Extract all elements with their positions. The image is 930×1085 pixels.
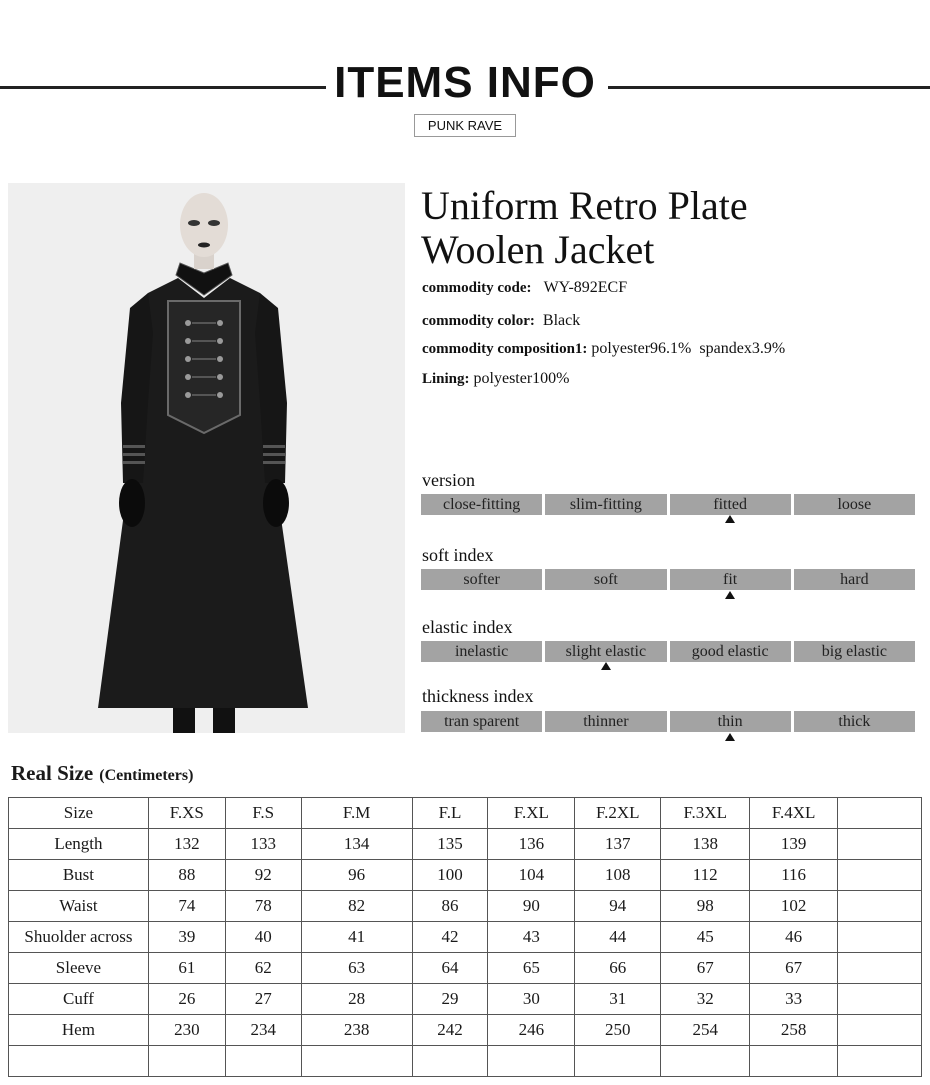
size-table-row xyxy=(9,860,922,891)
spec-color-label: commodity color: xyxy=(422,313,535,329)
size-cell: 62 xyxy=(225,953,301,984)
size-cell: 67 xyxy=(661,953,750,984)
size-cell: 32 xyxy=(661,984,750,1015)
spec-code-value: WY-892ECF xyxy=(543,279,628,296)
size-cell: 88 xyxy=(148,860,225,891)
size-cell xyxy=(838,891,922,922)
size-cell: 42 xyxy=(412,922,488,953)
size-cell: 33 xyxy=(750,984,838,1015)
product-photo xyxy=(8,183,405,733)
size-row-label: Bust xyxy=(9,860,149,891)
size-cell: 82 xyxy=(301,891,412,922)
size-cell: 138 xyxy=(661,829,750,860)
spec-lining-value: polyester100% xyxy=(473,370,570,387)
size-cell: 65 xyxy=(488,953,575,984)
size-cell: 66 xyxy=(575,953,661,984)
soft-index-title: soft index xyxy=(422,545,494,565)
size-header-cell: F.3XL xyxy=(661,798,750,829)
size-cell: 98 xyxy=(661,891,750,922)
soft-index-option: fit xyxy=(670,569,791,590)
soft-index-option: hard xyxy=(794,569,915,590)
size-cell: 258 xyxy=(750,1015,838,1046)
size-cell: 27 xyxy=(225,984,301,1015)
size-cell xyxy=(838,1046,922,1077)
size-cell: 102 xyxy=(750,891,838,922)
size-cell xyxy=(301,1046,412,1077)
spec-code-label: commodity code: xyxy=(422,280,532,296)
size-cell: 230 xyxy=(148,1015,225,1046)
size-header-cell: F.XS xyxy=(148,798,225,829)
elastic-index-title: elastic index xyxy=(422,617,513,637)
size-cell: 78 xyxy=(225,891,301,922)
size-cell: 132 xyxy=(148,829,225,860)
size-cell: 67 xyxy=(750,953,838,984)
size-cell xyxy=(838,984,922,1015)
size-row-label: Length xyxy=(9,829,149,860)
size-cell xyxy=(838,922,922,953)
size-row-label: Shuolder across xyxy=(9,922,149,953)
size-cell: 116 xyxy=(750,860,838,891)
size-header-cell: F.S xyxy=(225,798,301,829)
size-header-cell xyxy=(838,798,922,829)
size-cell: 44 xyxy=(575,922,661,953)
spec-lining xyxy=(422,370,570,388)
elastic-index-scale xyxy=(421,641,915,662)
size-cell xyxy=(412,1046,488,1077)
thickness-index-option: thick xyxy=(794,711,915,732)
size-cell: 31 xyxy=(575,984,661,1015)
size-cell: 139 xyxy=(750,829,838,860)
version-option: loose xyxy=(794,494,915,515)
thickness-index-option: tran sparent xyxy=(421,711,542,732)
version-option: close-fitting xyxy=(421,494,542,515)
elastic-index-marker xyxy=(601,662,611,670)
size-header-cell: F.L xyxy=(412,798,488,829)
size-table xyxy=(8,797,922,1077)
size-table-row xyxy=(9,891,922,922)
size-cell xyxy=(750,1046,838,1077)
size-cell: 112 xyxy=(661,860,750,891)
size-cell: 39 xyxy=(148,922,225,953)
size-cell: 136 xyxy=(488,829,575,860)
size-cell: 96 xyxy=(301,860,412,891)
size-header-cell: F.XL xyxy=(488,798,575,829)
size-cell xyxy=(148,1046,225,1077)
brand-badge: PUNK RAVE xyxy=(414,114,516,137)
spec-color-value: Black xyxy=(542,312,581,329)
size-table-row xyxy=(9,984,922,1015)
size-header-cell: F.M xyxy=(301,798,412,829)
spec-composition xyxy=(422,340,785,358)
spec-code xyxy=(422,279,627,297)
product-title-line-2: Woolen Jacket xyxy=(421,227,655,272)
spec-composition-value: polyester96.1% spandex3.9% xyxy=(591,340,786,357)
soft-index-scale xyxy=(421,569,915,590)
size-table-row xyxy=(9,829,922,860)
size-cell: 254 xyxy=(661,1015,750,1046)
size-cell: 61 xyxy=(148,953,225,984)
size-header-cell: Size xyxy=(9,798,149,829)
size-cell: 40 xyxy=(225,922,301,953)
size-cell: 137 xyxy=(575,829,661,860)
soft-index-marker xyxy=(725,591,735,599)
size-row-label: Cuff xyxy=(9,984,149,1015)
size-cell: 92 xyxy=(225,860,301,891)
size-cell: 30 xyxy=(488,984,575,1015)
size-cell: 46 xyxy=(750,922,838,953)
size-cell: 100 xyxy=(412,860,488,891)
size-cell xyxy=(838,1015,922,1046)
version-scale xyxy=(421,494,915,515)
version-title: version xyxy=(422,470,475,490)
size-cell: 90 xyxy=(488,891,575,922)
version-option: slim-fitting xyxy=(545,494,666,515)
spec-color xyxy=(422,312,580,330)
size-cell: 28 xyxy=(301,984,412,1015)
size-table-row xyxy=(9,922,922,953)
page-title: ITEMS INFO xyxy=(334,58,596,107)
size-row-label: Hem xyxy=(9,1015,149,1046)
size-chart-heading: Real Size xyxy=(11,761,94,785)
thickness-index-option: thinner xyxy=(545,711,666,732)
size-cell: 26 xyxy=(148,984,225,1015)
product-title xyxy=(421,184,748,272)
elastic-index-option: big elastic xyxy=(794,641,915,662)
size-chart-title xyxy=(11,761,193,786)
size-cell: 43 xyxy=(488,922,575,953)
size-table-row xyxy=(9,1015,922,1046)
thickness-index-marker xyxy=(725,733,735,741)
size-cell: 133 xyxy=(225,829,301,860)
size-cell: 63 xyxy=(301,953,412,984)
size-table-header xyxy=(9,798,922,829)
spec-lining-label: Lining: xyxy=(422,371,470,387)
size-cell: 250 xyxy=(575,1015,661,1046)
size-cell: 104 xyxy=(488,860,575,891)
size-cell: 45 xyxy=(661,922,750,953)
size-cell xyxy=(838,860,922,891)
size-cell xyxy=(225,1046,301,1077)
size-cell: 108 xyxy=(575,860,661,891)
size-cell: 74 xyxy=(148,891,225,922)
size-cell: 238 xyxy=(301,1015,412,1046)
elastic-index-option: slight elastic xyxy=(545,641,666,662)
thickness-index-scale xyxy=(421,711,915,732)
size-cell: 242 xyxy=(412,1015,488,1046)
size-cell xyxy=(838,829,922,860)
size-cell xyxy=(488,1046,575,1077)
size-row-label: Waist xyxy=(9,891,149,922)
size-row-label xyxy=(9,1046,149,1077)
size-table-row xyxy=(9,1046,922,1077)
size-cell: 234 xyxy=(225,1015,301,1046)
size-header-cell: F.2XL xyxy=(575,798,661,829)
soft-index-option: softer xyxy=(421,569,542,590)
size-cell: 246 xyxy=(488,1015,575,1046)
thickness-index-option: thin xyxy=(670,711,791,732)
size-cell: 29 xyxy=(412,984,488,1015)
size-cell: 41 xyxy=(301,922,412,953)
size-cell: 86 xyxy=(412,891,488,922)
size-cell: 94 xyxy=(575,891,661,922)
version-option: fitted xyxy=(670,494,791,515)
size-row-label: Sleeve xyxy=(9,953,149,984)
size-table-row xyxy=(9,953,922,984)
size-cell xyxy=(575,1046,661,1077)
size-cell: 135 xyxy=(412,829,488,860)
size-cell xyxy=(838,953,922,984)
elastic-index-option: good elastic xyxy=(670,641,791,662)
elastic-index-option: inelastic xyxy=(421,641,542,662)
soft-index-option: soft xyxy=(545,569,666,590)
thickness-index-title: thickness index xyxy=(422,686,534,706)
size-header-cell: F.4XL xyxy=(750,798,838,829)
product-title-line-1: Uniform Retro Plate xyxy=(421,183,748,228)
size-chart-unit: (Centimeters) xyxy=(99,767,194,784)
version-marker xyxy=(725,515,735,523)
size-cell: 134 xyxy=(301,829,412,860)
spec-composition-label: commodity composition1: xyxy=(422,341,588,357)
size-cell: 64 xyxy=(412,953,488,984)
size-cell xyxy=(661,1046,750,1077)
